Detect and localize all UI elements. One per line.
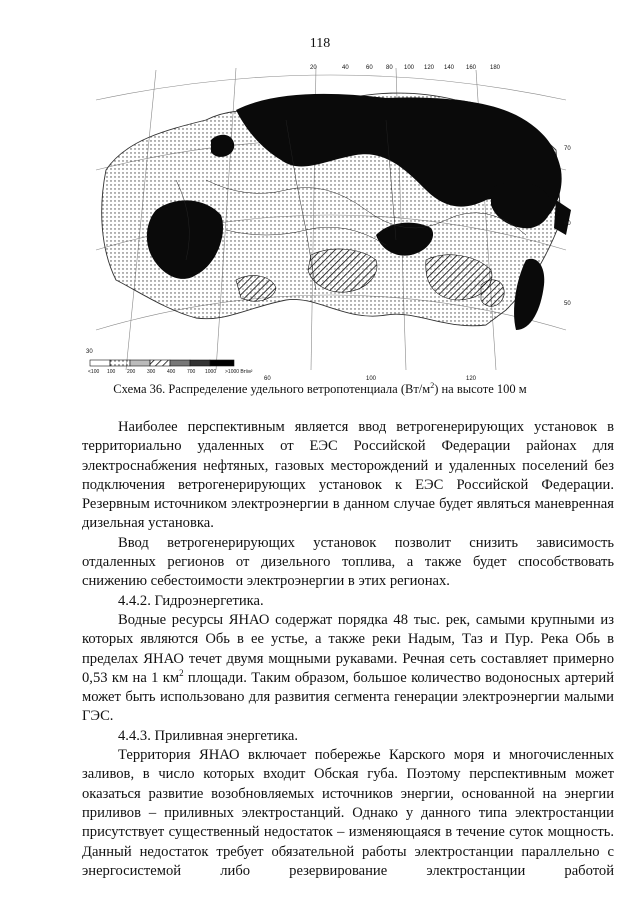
- legend-label: 700: [187, 369, 196, 375]
- left-tick: 30: [86, 349, 93, 355]
- right-tick: 70: [564, 146, 571, 152]
- top-tick: 60: [366, 65, 373, 71]
- legend-label: 300: [147, 369, 156, 375]
- section-heading-tidal: 4.4.3. Приливная энергетика.: [118, 727, 299, 744]
- legend-label: 1000: [205, 369, 217, 375]
- right-tick: 50: [564, 301, 571, 307]
- legend-label: 400: [167, 369, 176, 375]
- paragraph-wind-2: Ввод ветрогенерирующих установок позволит снизить зависимость отдаленных регионов от дизельного топлива, а также будет способствовать снижению себестоимости электроэнергии в этих регионах.: [82, 534, 614, 590]
- main-text: [82, 418, 614, 881]
- map-left-ticks: [86, 349, 93, 355]
- caption-superscript: 2: [430, 380, 435, 390]
- paragraph-hydro-text-end: площади. Таким образом, большое количество водоносных артерий может быть использовано для развития сегмента генерации электроэнергии малыми ГЭС.: [82, 669, 614, 725]
- top-tick: 180: [490, 65, 501, 71]
- top-tick: 100: [404, 65, 415, 71]
- top-tick: 120: [424, 65, 435, 71]
- paragraph-hydro-text: Водные ресурсы ЯНАО содержат порядка 48 тыс. рек, самыми крупными из которых являются Обь в ее устье, а также реки Надым, Таз и Пур. Река Обь в пределах ЯНАО течет двумя мощными рукавами. Речная сеть составляет примерно 0,53 км на 1 км: [82, 611, 614, 686]
- figure-caption: [0, 382, 640, 397]
- paragraph-tidal: Территория ЯНАО включает побережье Карского моря и многочисленных заливов, в число которых входит Обская губа. Поэтому перспективным может оказаться развитие возобновляемых источников энергии, основанной на энергии приливов – приливных электростанций. Однако у данного типа электростанции присутствует существенный недостаток – изменяющаяся в течение суток мощность. Данный недостаток требует обязательной работы электростанции параллельно с энергосистемой либо резервирование электростанции работой: [82, 747, 614, 879]
- right-tick: 60: [564, 221, 571, 227]
- paragraph-hydro: [82, 611, 614, 727]
- bottom-tick: 100: [366, 376, 377, 382]
- top-tick: 140: [444, 65, 455, 71]
- map-right-ticks: [564, 146, 571, 307]
- caption-text-end: ) на высоте 100 м: [434, 382, 527, 396]
- top-tick: 20: [310, 65, 317, 71]
- map-legend: [88, 360, 253, 375]
- legend-label: 100: [107, 369, 116, 375]
- paragraph-wind-1: Наиболее перспективным является ввод ветрогенерирующих установок в территориально удаленных от ЕЭС Российской Федерации районах для электроснабжения нефтяных, газовых месторождений и удаленных поселений без подключения ветрогенерирующих установок к ЕЭС Российской Федерации. Резервным источником электроэнергии в данном случае будет являться маневренная дизельная установка.: [82, 419, 614, 532]
- top-tick: 80: [386, 65, 393, 71]
- legend-label: <100: [88, 369, 100, 375]
- top-tick: 40: [342, 65, 349, 71]
- caption-text: Схема 36. Распределение удельного ветропотенциала (Вт/м: [113, 382, 431, 396]
- page-number: 118: [309, 36, 331, 51]
- section-heading-hydro: 4.4.2. Гидроэнергетика.: [118, 592, 264, 609]
- top-tick: 160: [466, 65, 477, 71]
- bottom-tick: 60: [264, 376, 271, 382]
- paragraph-hydro-superscript: 2: [179, 668, 184, 678]
- wind-potential-map: [86, 60, 576, 382]
- legend-label: >1000 Вт/м²: [225, 369, 253, 375]
- legend-label: 200: [127, 369, 136, 375]
- bottom-tick: 120: [466, 376, 477, 382]
- map-top-ticks: [310, 65, 501, 71]
